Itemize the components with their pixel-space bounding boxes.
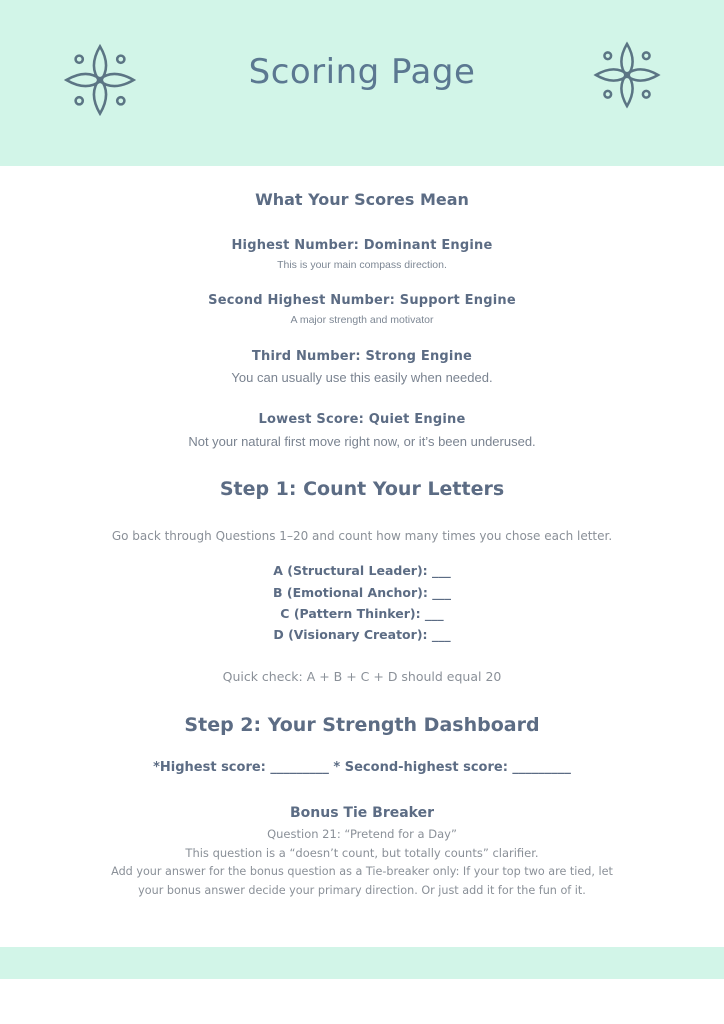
score-meaning-desc: Not your natural first move right now, or it’s been underused.	[188, 434, 536, 449]
quick-check: Quick check: A + B + C + D should equal 20	[222, 669, 502, 684]
footer-band	[0, 947, 724, 979]
score-meaning-desc: You can usually use this easily when needed.	[231, 370, 493, 385]
step2-heading: Step 2: Your Strength Dashboard	[184, 714, 540, 736]
header-band	[0, 0, 724, 166]
score-meaning-desc: A major strength and motivator	[290, 314, 434, 326]
letter-count-line: C (Pattern Thinker): ___	[280, 606, 444, 621]
letter-count-line: A (Structural Leader): ___	[273, 563, 451, 578]
letter-count-line: B (Emotional Anchor): ___	[272, 585, 451, 600]
flower-ornament-icon	[590, 38, 664, 112]
bonus-line: Question 21: “Pretend for a Day”	[267, 827, 457, 841]
section-heading-scores-meaning: What Your Scores Mean	[255, 190, 469, 209]
page-title: Scoring Page	[248, 52, 476, 92]
score-meaning-desc: This is your main compass direction.	[277, 259, 447, 271]
bonus-line: This question is a “doesn’t count, but totally counts” clarifier.	[185, 846, 539, 860]
score-meaning-title: Lowest Score: Quiet Engine	[258, 412, 466, 427]
letter-count-line: D (Visionary Creator): ___	[273, 627, 451, 642]
bonus-line: your bonus answer decide your primary direction. Or just add it for the fun of it.	[138, 884, 586, 897]
step1-instruction: Go back through Questions 1–20 and count how many times you chose each letter.	[111, 529, 613, 543]
bonus-line: Add your answer for the bonus question as a Tie-breaker only: If your top two are tied, let	[111, 865, 613, 878]
score-dashboard-line: *Highest score: _________ * Second-highest score: _________	[153, 760, 571, 775]
score-meaning-title: Third Number: Strong Engine	[251, 349, 473, 364]
score-meaning-title: Highest Number: Dominant Engine	[231, 238, 493, 253]
step1-heading: Step 1: Count Your Letters	[219, 478, 505, 500]
bonus-heading: Bonus Tie Breaker	[290, 805, 434, 821]
score-meaning-title: Second Highest Number: Support Engine	[208, 293, 516, 308]
